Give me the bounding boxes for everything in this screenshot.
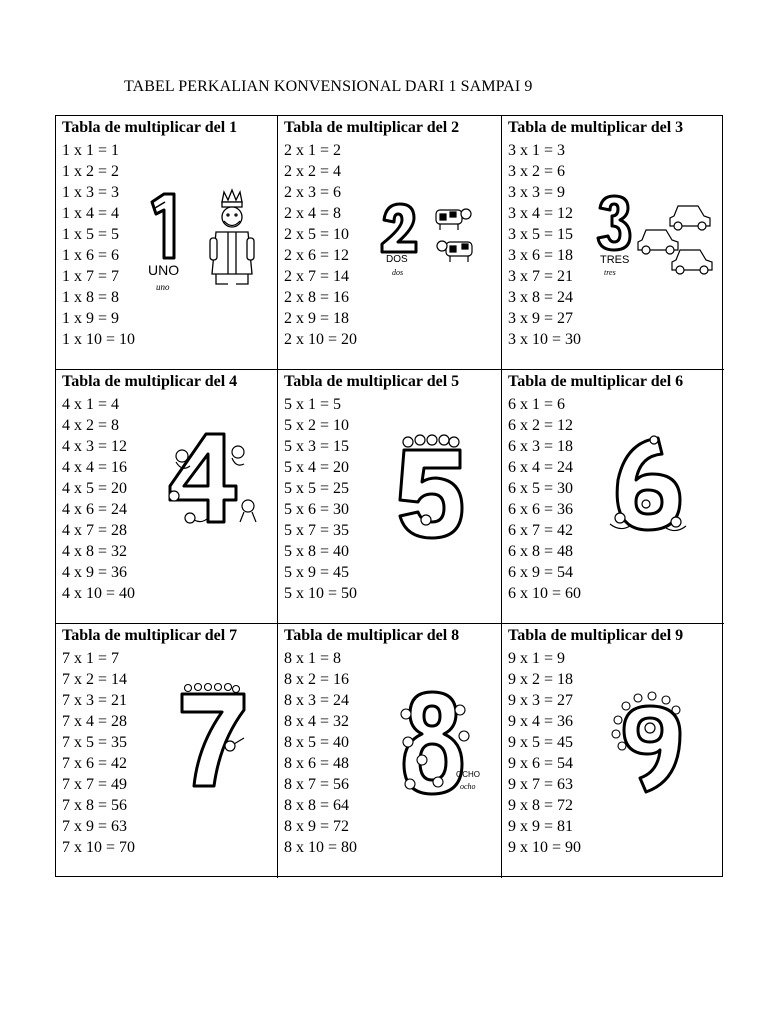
table-rows-5	[284, 394, 357, 604]
table-row: 2 x 7 = 14	[284, 268, 350, 285]
table-row: 7 x 10 = 70	[62, 839, 136, 856]
table-row: 2 x 3 = 6	[284, 184, 342, 201]
number-seven-illustration	[174, 682, 254, 794]
table-row: 4 x 7 = 28	[62, 522, 128, 539]
table-heading-5: Tabla de multiplicar del 5	[284, 373, 460, 390]
table-row: 8 x 10 = 80	[284, 839, 358, 856]
table-row: 2 x 10 = 20	[284, 331, 358, 348]
table-row: 9 x 7 = 63	[508, 776, 574, 793]
table-row: 7 x 1 = 7	[62, 650, 120, 667]
table-row: 1 x 4 = 4	[62, 205, 120, 222]
table-cell-1	[56, 116, 278, 370]
table-row: 9 x 8 = 72	[508, 797, 574, 814]
table-heading-9: Tabla de multiplicar del 9	[508, 627, 684, 644]
table-row: 7 x 3 = 21	[62, 692, 128, 709]
table-row: 3 x 3 = 9	[508, 184, 566, 201]
number-word-caption: DOS	[386, 254, 408, 265]
table-row: 2 x 5 = 10	[284, 226, 350, 243]
table-row: 8 x 1 = 8	[284, 650, 342, 667]
number-two-illustration	[378, 202, 488, 282]
table-rows-8	[284, 648, 357, 858]
table-heading-7: Tabla de multiplicar del 7	[62, 627, 238, 644]
table-row: 6 x 2 = 12	[508, 417, 574, 434]
table-row: 8 x 8 = 64	[284, 797, 350, 814]
table-row: 7 x 5 = 35	[62, 734, 128, 751]
table-row: 5 x 4 = 20	[284, 459, 350, 476]
table-row: 8 x 5 = 40	[284, 734, 350, 751]
table-row: 2 x 6 = 12	[284, 247, 350, 264]
document-title: TABEL PERKALIAN KONVENSIONAL DARI 1 SAMPAI 9	[124, 78, 533, 95]
table-row: 6 x 8 = 48	[508, 543, 574, 560]
table-row: 7 x 6 = 42	[62, 755, 128, 772]
table-row: 8 x 6 = 48	[284, 755, 350, 772]
table-row: 9 x 4 = 36	[508, 713, 574, 730]
table-row: 1 x 1 = 1	[62, 142, 120, 159]
number-word-script: uno	[156, 282, 170, 292]
number-word-script: tres	[604, 268, 616, 277]
table-row: 5 x 10 = 50	[284, 585, 358, 602]
table-row: 1 x 7 = 7	[62, 268, 120, 285]
table-row: 3 x 10 = 30	[508, 331, 582, 348]
table-row: 3 x 4 = 12	[508, 205, 574, 222]
table-row: 8 x 9 = 72	[284, 818, 350, 835]
table-row: 3 x 1 = 3	[508, 142, 566, 159]
table-row: 2 x 2 = 4	[284, 163, 342, 180]
table-row: 7 x 4 = 28	[62, 713, 128, 730]
number-word-script: ocho	[460, 782, 476, 791]
table-row: 8 x 4 = 32	[284, 713, 350, 730]
table-row: 6 x 3 = 18	[508, 438, 574, 455]
table-row: 9 x 1 = 9	[508, 650, 566, 667]
number-four-illustration	[160, 430, 270, 530]
table-row: 9 x 10 = 90	[508, 839, 582, 856]
table-row: 3 x 7 = 21	[508, 268, 574, 285]
table-row: 9 x 3 = 27	[508, 692, 574, 709]
table-row: 9 x 2 = 18	[508, 671, 574, 688]
number-eight-illustration	[398, 686, 478, 802]
table-rows-9	[508, 648, 581, 858]
table-row: 6 x 7 = 42	[508, 522, 574, 539]
multiplication-grid	[55, 115, 723, 877]
table-heading-6: Tabla de multiplicar del 6	[508, 373, 684, 390]
table-cell-8	[278, 624, 502, 878]
table-rows-2	[284, 140, 357, 350]
table-row: 8 x 3 = 24	[284, 692, 350, 709]
table-row: 8 x 2 = 16	[284, 671, 350, 688]
number-word-caption: TRES	[600, 254, 630, 266]
table-row: 2 x 8 = 16	[284, 289, 350, 306]
table-row: 4 x 3 = 12	[62, 438, 128, 455]
table-row: 3 x 6 = 18	[508, 247, 574, 264]
table-heading-4: Tabla de multiplicar del 4	[62, 373, 238, 390]
table-row: 3 x 2 = 6	[508, 163, 566, 180]
table-row: 5 x 6 = 30	[284, 501, 350, 518]
table-cell-7	[56, 624, 278, 878]
table-cell-6	[502, 370, 724, 624]
table-row: 5 x 3 = 15	[284, 438, 350, 455]
table-row: 6 x 6 = 36	[508, 501, 574, 518]
number-word-script: dos	[392, 268, 404, 277]
table-row: 4 x 9 = 36	[62, 564, 128, 581]
table-row: 4 x 2 = 8	[62, 417, 120, 434]
table-row: 9 x 9 = 81	[508, 818, 574, 835]
number-word-caption: OCHO	[456, 770, 480, 779]
number-five-illustration	[396, 434, 468, 544]
table-row: 6 x 1 = 6	[508, 396, 566, 413]
table-row: 6 x 10 = 60	[508, 585, 582, 602]
table-cell-5	[278, 370, 502, 624]
table-row: 1 x 9 = 9	[62, 310, 120, 327]
table-heading-8: Tabla de multiplicar del 8	[284, 627, 460, 644]
table-rows-4	[62, 394, 135, 604]
table-row: 5 x 5 = 25	[284, 480, 350, 497]
table-row: 4 x 5 = 20	[62, 480, 128, 497]
table-row: 2 x 1 = 2	[284, 142, 342, 159]
table-row: 9 x 6 = 54	[508, 755, 574, 772]
number-six-illustration	[606, 432, 690, 538]
table-row: 7 x 8 = 56	[62, 797, 128, 814]
table-row: 1 x 8 = 8	[62, 289, 120, 306]
table-cell-4	[56, 370, 278, 624]
table-row: 2 x 4 = 8	[284, 205, 342, 222]
table-row: 4 x 4 = 16	[62, 459, 128, 476]
table-row: 6 x 5 = 30	[508, 480, 574, 497]
table-row: 4 x 10 = 40	[62, 585, 136, 602]
number-three-illustration	[596, 194, 718, 284]
table-heading-2: Tabla de multiplicar del 2	[284, 119, 460, 136]
number-word-caption: UNO	[148, 262, 180, 278]
table-row: 3 x 9 = 27	[508, 310, 574, 327]
table-row: 3 x 5 = 15	[508, 226, 574, 243]
table-row: 9 x 5 = 45	[508, 734, 574, 751]
table-row: 1 x 6 = 6	[62, 247, 120, 264]
table-row: 2 x 9 = 18	[284, 310, 350, 327]
table-row: 4 x 8 = 32	[62, 543, 128, 560]
table-row: 7 x 7 = 49	[62, 776, 128, 793]
table-row: 7 x 9 = 63	[62, 818, 128, 835]
table-heading-1: Tabla de multiplicar del 1	[62, 119, 238, 136]
table-row: 1 x 10 = 10	[62, 331, 136, 348]
number-nine-illustration	[606, 684, 690, 800]
table-row: 5 x 7 = 35	[284, 522, 350, 539]
table-row: 4 x 6 = 24	[62, 501, 128, 518]
table-row: 3 x 8 = 24	[508, 289, 574, 306]
table-row: 1 x 2 = 2	[62, 163, 120, 180]
table-row: 5 x 8 = 40	[284, 543, 350, 560]
table-heading-3: Tabla de multiplicar del 3	[508, 119, 684, 136]
table-row: 1 x 3 = 3	[62, 184, 120, 201]
table-rows-3	[508, 140, 581, 350]
table-row: 4 x 1 = 4	[62, 396, 120, 413]
table-row: 1 x 5 = 5	[62, 226, 120, 243]
table-row: 5 x 9 = 45	[284, 564, 350, 581]
table-rows-6	[508, 394, 581, 604]
table-row: 5 x 1 = 5	[284, 396, 342, 413]
table-row: 6 x 4 = 24	[508, 459, 574, 476]
table-rows-7	[62, 648, 135, 858]
table-cell-3	[502, 116, 724, 370]
table-row: 8 x 7 = 56	[284, 776, 350, 793]
table-cell-9	[502, 624, 724, 878]
number-one-illustration	[144, 188, 264, 298]
table-row: 7 x 2 = 14	[62, 671, 128, 688]
table-rows-1	[62, 140, 135, 350]
table-cell-2	[278, 116, 502, 370]
table-row: 6 x 9 = 54	[508, 564, 574, 581]
table-row: 5 x 2 = 10	[284, 417, 350, 434]
